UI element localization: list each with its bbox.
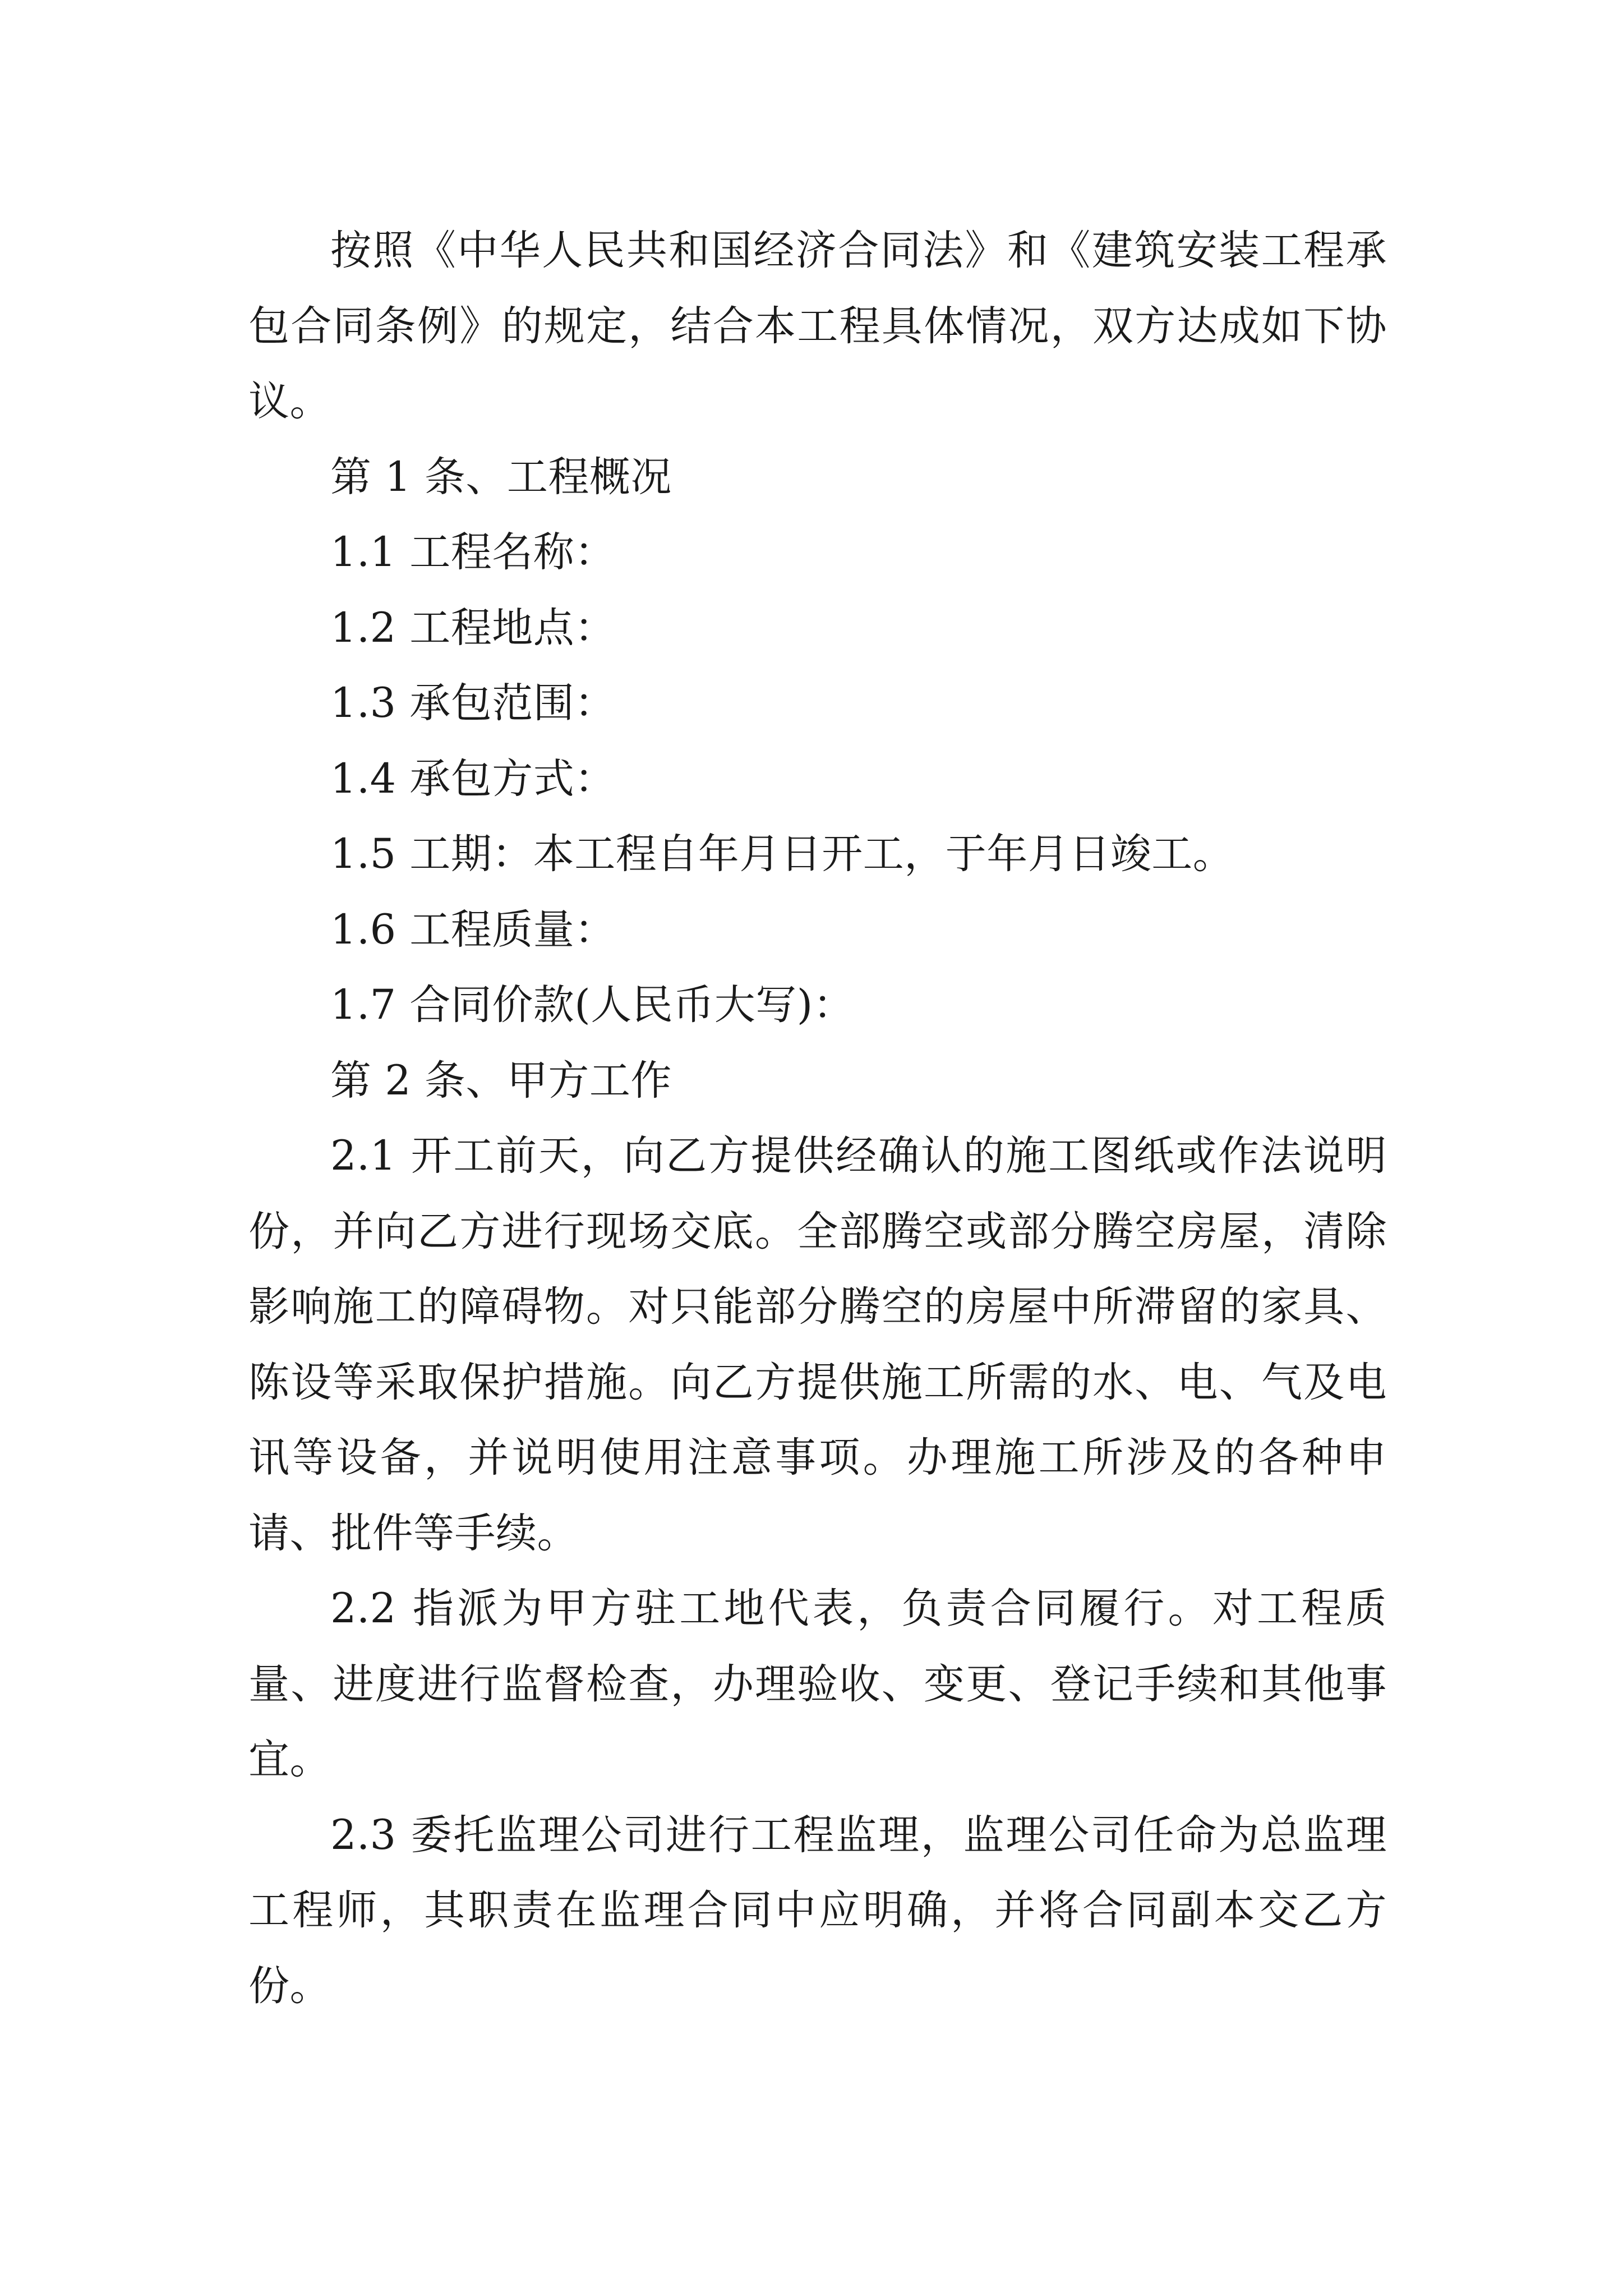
clause-2-1: 2.1 开工前天，向乙方提供经确认的施工图纸或作法说明份，并向乙方进行现场交底。全部腾空或部分腾空房屋，清除影响施工的障碍物。对只能部分腾空的房屋中所滞留的家具、陈设等采取保护措施。向乙方提供施工所需的水、电、气及电讯等设备，并说明使用注意事项。办理施工所涉及的各种申请、批件等手续。 bbox=[248, 1132, 1387, 1557]
paragraph-intro: 按照《中华人民共和国经济合同法》和《建筑安装工程承包合同条例》的规定，结合本工程具体情况，双方达成如下协议。 bbox=[248, 227, 1387, 425]
clause-1-3: 1.3 承包范围： bbox=[330, 679, 616, 727]
clause-1-7: 1.7 合同价款(人民币大写)： bbox=[330, 981, 855, 1029]
clause-2-2: 2.2 指派为甲方驻工地代表，负责合同履行。对工程质量、进度进行监督检查，办理验收、变更、登记手续和其他事宜。 bbox=[248, 1585, 1387, 1783]
clause-1-1: 1.1 工程名称： bbox=[330, 528, 616, 576]
clause-1-2: 1.2 工程地点： bbox=[330, 604, 616, 652]
clause-1-6: 1.6 工程质量： bbox=[330, 905, 616, 954]
section-heading-1: 第 1 条、工程概况 bbox=[330, 453, 672, 501]
clause-1-5: 1.5 工期：本工程自年月日开工，于年月日竣工。 bbox=[330, 830, 1234, 878]
document-body bbox=[248, 213, 1387, 2024]
section-heading-2: 第 2 条、甲方工作 bbox=[330, 1056, 672, 1105]
clause-2-3: 2.3 委托监理公司进行工程监理，监理公司任命为总监理工程师，其职责在监理合同中应明确，并将合同副本交乙方份。 bbox=[248, 1811, 1387, 2010]
clause-1-4: 1.4 承包方式： bbox=[330, 754, 616, 803]
